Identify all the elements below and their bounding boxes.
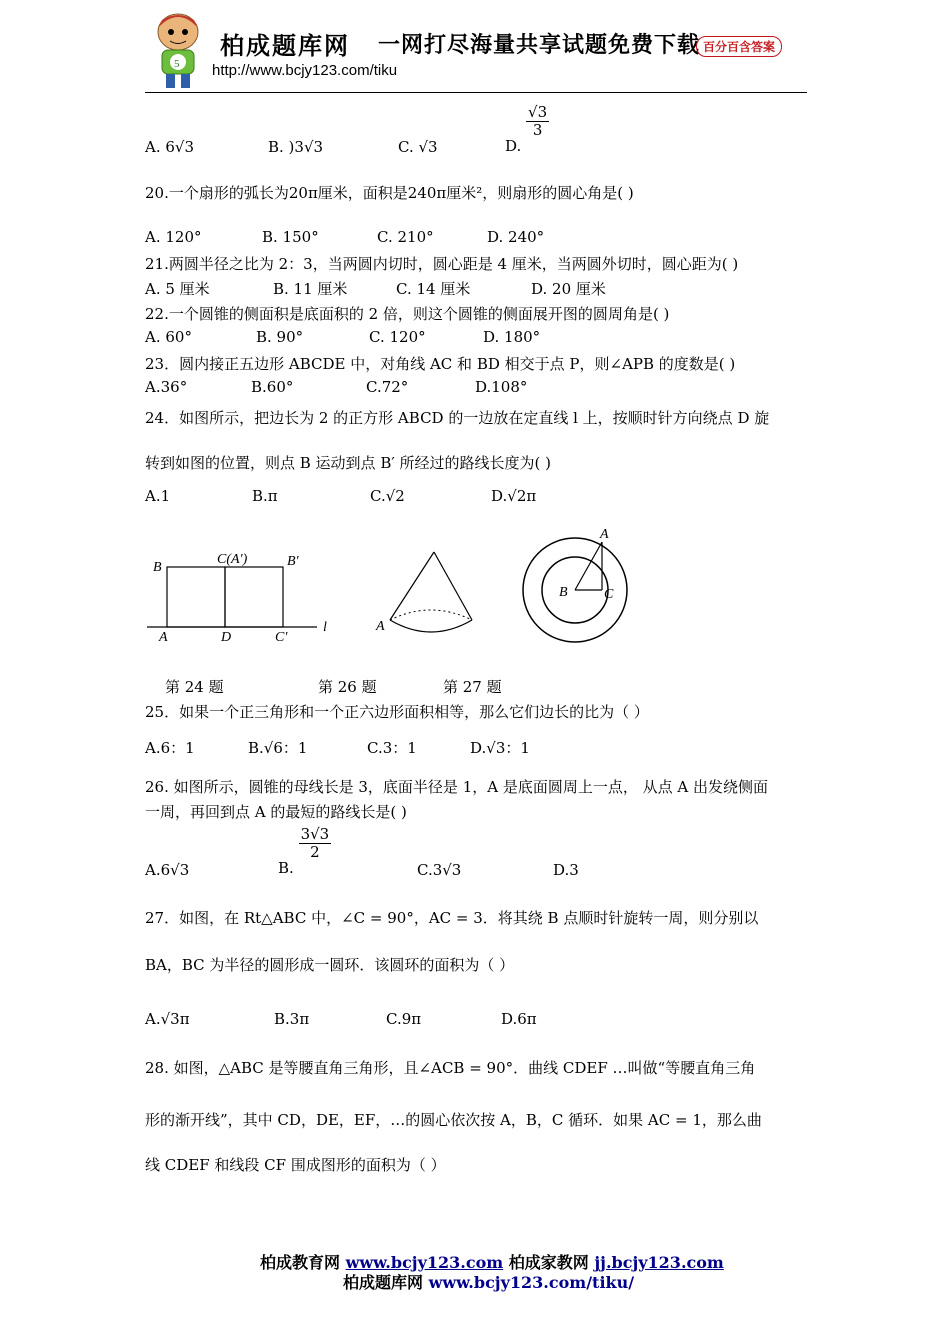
q27-option-d: D.6π bbox=[501, 1010, 537, 1028]
q21-option-c: C. 14 厘米 bbox=[396, 280, 471, 298]
label-a: A bbox=[376, 619, 385, 634]
q26-text-line1: 26. 如图所示，圆锥的母线长是 3，底面半径是 1，A 是底面圆周上一点， 从点 A 出发绕侧面 bbox=[145, 778, 768, 796]
label-d: D bbox=[221, 630, 232, 645]
site-url[interactable]: http://www.bcjy123.com/tiku bbox=[212, 62, 398, 79]
answer-badge: 百分百含答案 bbox=[696, 36, 782, 57]
q26-text-line2: 一周，再回到点 A 的最短的路线长是( ) bbox=[145, 803, 407, 821]
header-divider bbox=[145, 92, 807, 93]
q26-option-a: A.6√3 bbox=[145, 861, 190, 879]
q23-option-c: C.72° bbox=[366, 378, 409, 396]
q20-option-d: D. 240° bbox=[487, 228, 545, 246]
label-c-a-prime: C(A′) bbox=[217, 552, 248, 567]
q24-option-a: A.1 bbox=[145, 487, 171, 505]
q26-option-d: D.3 bbox=[553, 861, 579, 879]
q22-option-a: A. 60° bbox=[145, 328, 192, 346]
q27-option-a: A.√3π bbox=[145, 1010, 190, 1028]
q28-text-line1: 28. 如图，△ABC 是等腰直角三角形，且∠ACB = 90°．曲线 CDEF …叫做“等腰直角三角 bbox=[145, 1059, 756, 1077]
q21-text: 21.两圆半径之比为 2：3，当两圆内切时，圆心距是 4 厘米，当两圆外切时，圆心距为( ) bbox=[145, 255, 739, 273]
q25-option-d: D.√3：1 bbox=[470, 739, 530, 757]
label-l: l bbox=[323, 620, 327, 635]
site-slogan: 一网打尽海量共享试题免费下载 bbox=[378, 32, 701, 58]
q21-option-a: A. 5 厘米 bbox=[145, 280, 210, 298]
footer-line1: 柏成教育网 www.bcjy123.com 柏成家教网 jj.bcjy123.com bbox=[260, 1253, 724, 1272]
svg-text:5: 5 bbox=[174, 58, 180, 70]
q19-option-a: A. 6√3 bbox=[145, 138, 195, 156]
q24-option-b: B.π bbox=[252, 487, 278, 505]
figure-26 bbox=[372, 548, 482, 648]
caption-fig26: 第 26 题 bbox=[318, 678, 377, 696]
q23-option-d: D.108° bbox=[475, 378, 528, 396]
fraction: $\frac{3√3}{2}$ bbox=[300, 825, 330, 861]
q19-option-d: D. $\frac{√3}{3}$ bbox=[505, 103, 548, 155]
q27-text-line1: 27．如图，在 Rt△ABC 中，∠C = 90°，AC = 3．将其绕 B 点顺时针旋转一周，则分别以 bbox=[145, 909, 759, 927]
caption-fig27: 第 27 题 bbox=[443, 678, 502, 696]
q26-option-b: B. $\frac{3√3}{2}$ bbox=[278, 825, 330, 877]
label-c: C bbox=[604, 587, 614, 602]
footer-link-tiku[interactable]: www.bcjy123.com/tiku/ bbox=[428, 1273, 635, 1292]
q24-option-d: D.√2π bbox=[491, 487, 537, 505]
q28-text-line3: 线 CDEF 和线段 CF 围成图形的面积为（ ） bbox=[145, 1156, 446, 1174]
q20-option-c: C. 210° bbox=[377, 228, 434, 246]
label-b: B bbox=[153, 560, 162, 575]
q24-option-c: C.√2 bbox=[370, 487, 405, 505]
q25-option-b: B.√6：1 bbox=[248, 739, 308, 757]
footer-link-main[interactable]: www.bcjy123.com bbox=[345, 1253, 504, 1272]
fraction: $\frac{√3}{3}$ bbox=[528, 103, 548, 139]
q22-option-d: D. 180° bbox=[483, 328, 541, 346]
figure-27 bbox=[510, 522, 640, 652]
q21-option-d: D. 20 厘米 bbox=[531, 280, 606, 298]
figure-24 bbox=[145, 545, 340, 645]
q20-text: 20.一个扇形的弧长为20π厘米，面积是240π厘米²，则扇形的圆心角是( ) bbox=[145, 184, 634, 202]
q21-option-b: B. 11 厘米 bbox=[273, 280, 348, 298]
q24-text-line2: 转到如图的位置，则点 B 运动到点 B′ 所经过的路线长度为( ) bbox=[145, 454, 551, 472]
label-a: A bbox=[600, 527, 609, 542]
label-b-prime: B′ bbox=[287, 554, 299, 569]
q27-text-line2: BA，BC 为半径的圆形成一圆环．该圆环的面积为（ ） bbox=[145, 956, 515, 974]
q25-option-a: A.6：1 bbox=[145, 739, 195, 757]
site-title: 柏成题库网 bbox=[220, 31, 350, 60]
mascot-icon bbox=[148, 10, 210, 92]
label-c-prime: C′ bbox=[275, 630, 288, 645]
label-b: B bbox=[559, 585, 568, 600]
q23-text: 23．圆内接正五边形 ABCDE 中，对角线 AC 和 BD 相交于点 P，则∠APB 的度数是( ) bbox=[145, 355, 736, 373]
q23-option-a: A.36° bbox=[145, 378, 188, 396]
q24-text-line1: 24．如图所示，把边长为 2 的正方形 ABCD 的一边放在定直线 l 上，按顺时针方向绕点 D 旋 bbox=[145, 409, 770, 427]
q26-option-c: C.3√3 bbox=[417, 861, 462, 879]
footer-line2: 柏成题库网 www.bcjy123.com/tiku/ bbox=[343, 1273, 635, 1292]
q22-option-b: B. 90° bbox=[256, 328, 304, 346]
q19-option-c: C. √3 bbox=[398, 138, 438, 156]
q25-text: 25．如果一个正三角形和一个正六边形面积相等，那么它们边长的比为（ ） bbox=[145, 703, 649, 721]
q27-option-c: C.9π bbox=[386, 1010, 422, 1028]
label-a: A bbox=[159, 630, 168, 645]
footer-link-jj[interactable]: jj.bcjy123.com bbox=[594, 1253, 724, 1272]
q20-option-b: B. 150° bbox=[262, 228, 319, 246]
q22-option-c: C. 120° bbox=[369, 328, 426, 346]
q28-text-line2: 形的渐开线”，其中 CD，DE，EF，…的圆心依次按 A，B，C 循环．如果 AC = 1，那么曲 bbox=[145, 1111, 762, 1129]
caption-fig24: 第 24 题 bbox=[165, 678, 224, 696]
q25-option-c: C.3：1 bbox=[367, 739, 417, 757]
q20-option-a: A. 120° bbox=[145, 228, 202, 246]
q19-option-b: B. )3√3 bbox=[268, 138, 324, 156]
q27-option-b: B.3π bbox=[274, 1010, 310, 1028]
q22-text: 22.一个圆锥的侧面积是底面积的 2 倍，则这个圆锥的侧面展开图的圆周角是( ) bbox=[145, 305, 670, 323]
q23-option-b: B.60° bbox=[251, 378, 294, 396]
